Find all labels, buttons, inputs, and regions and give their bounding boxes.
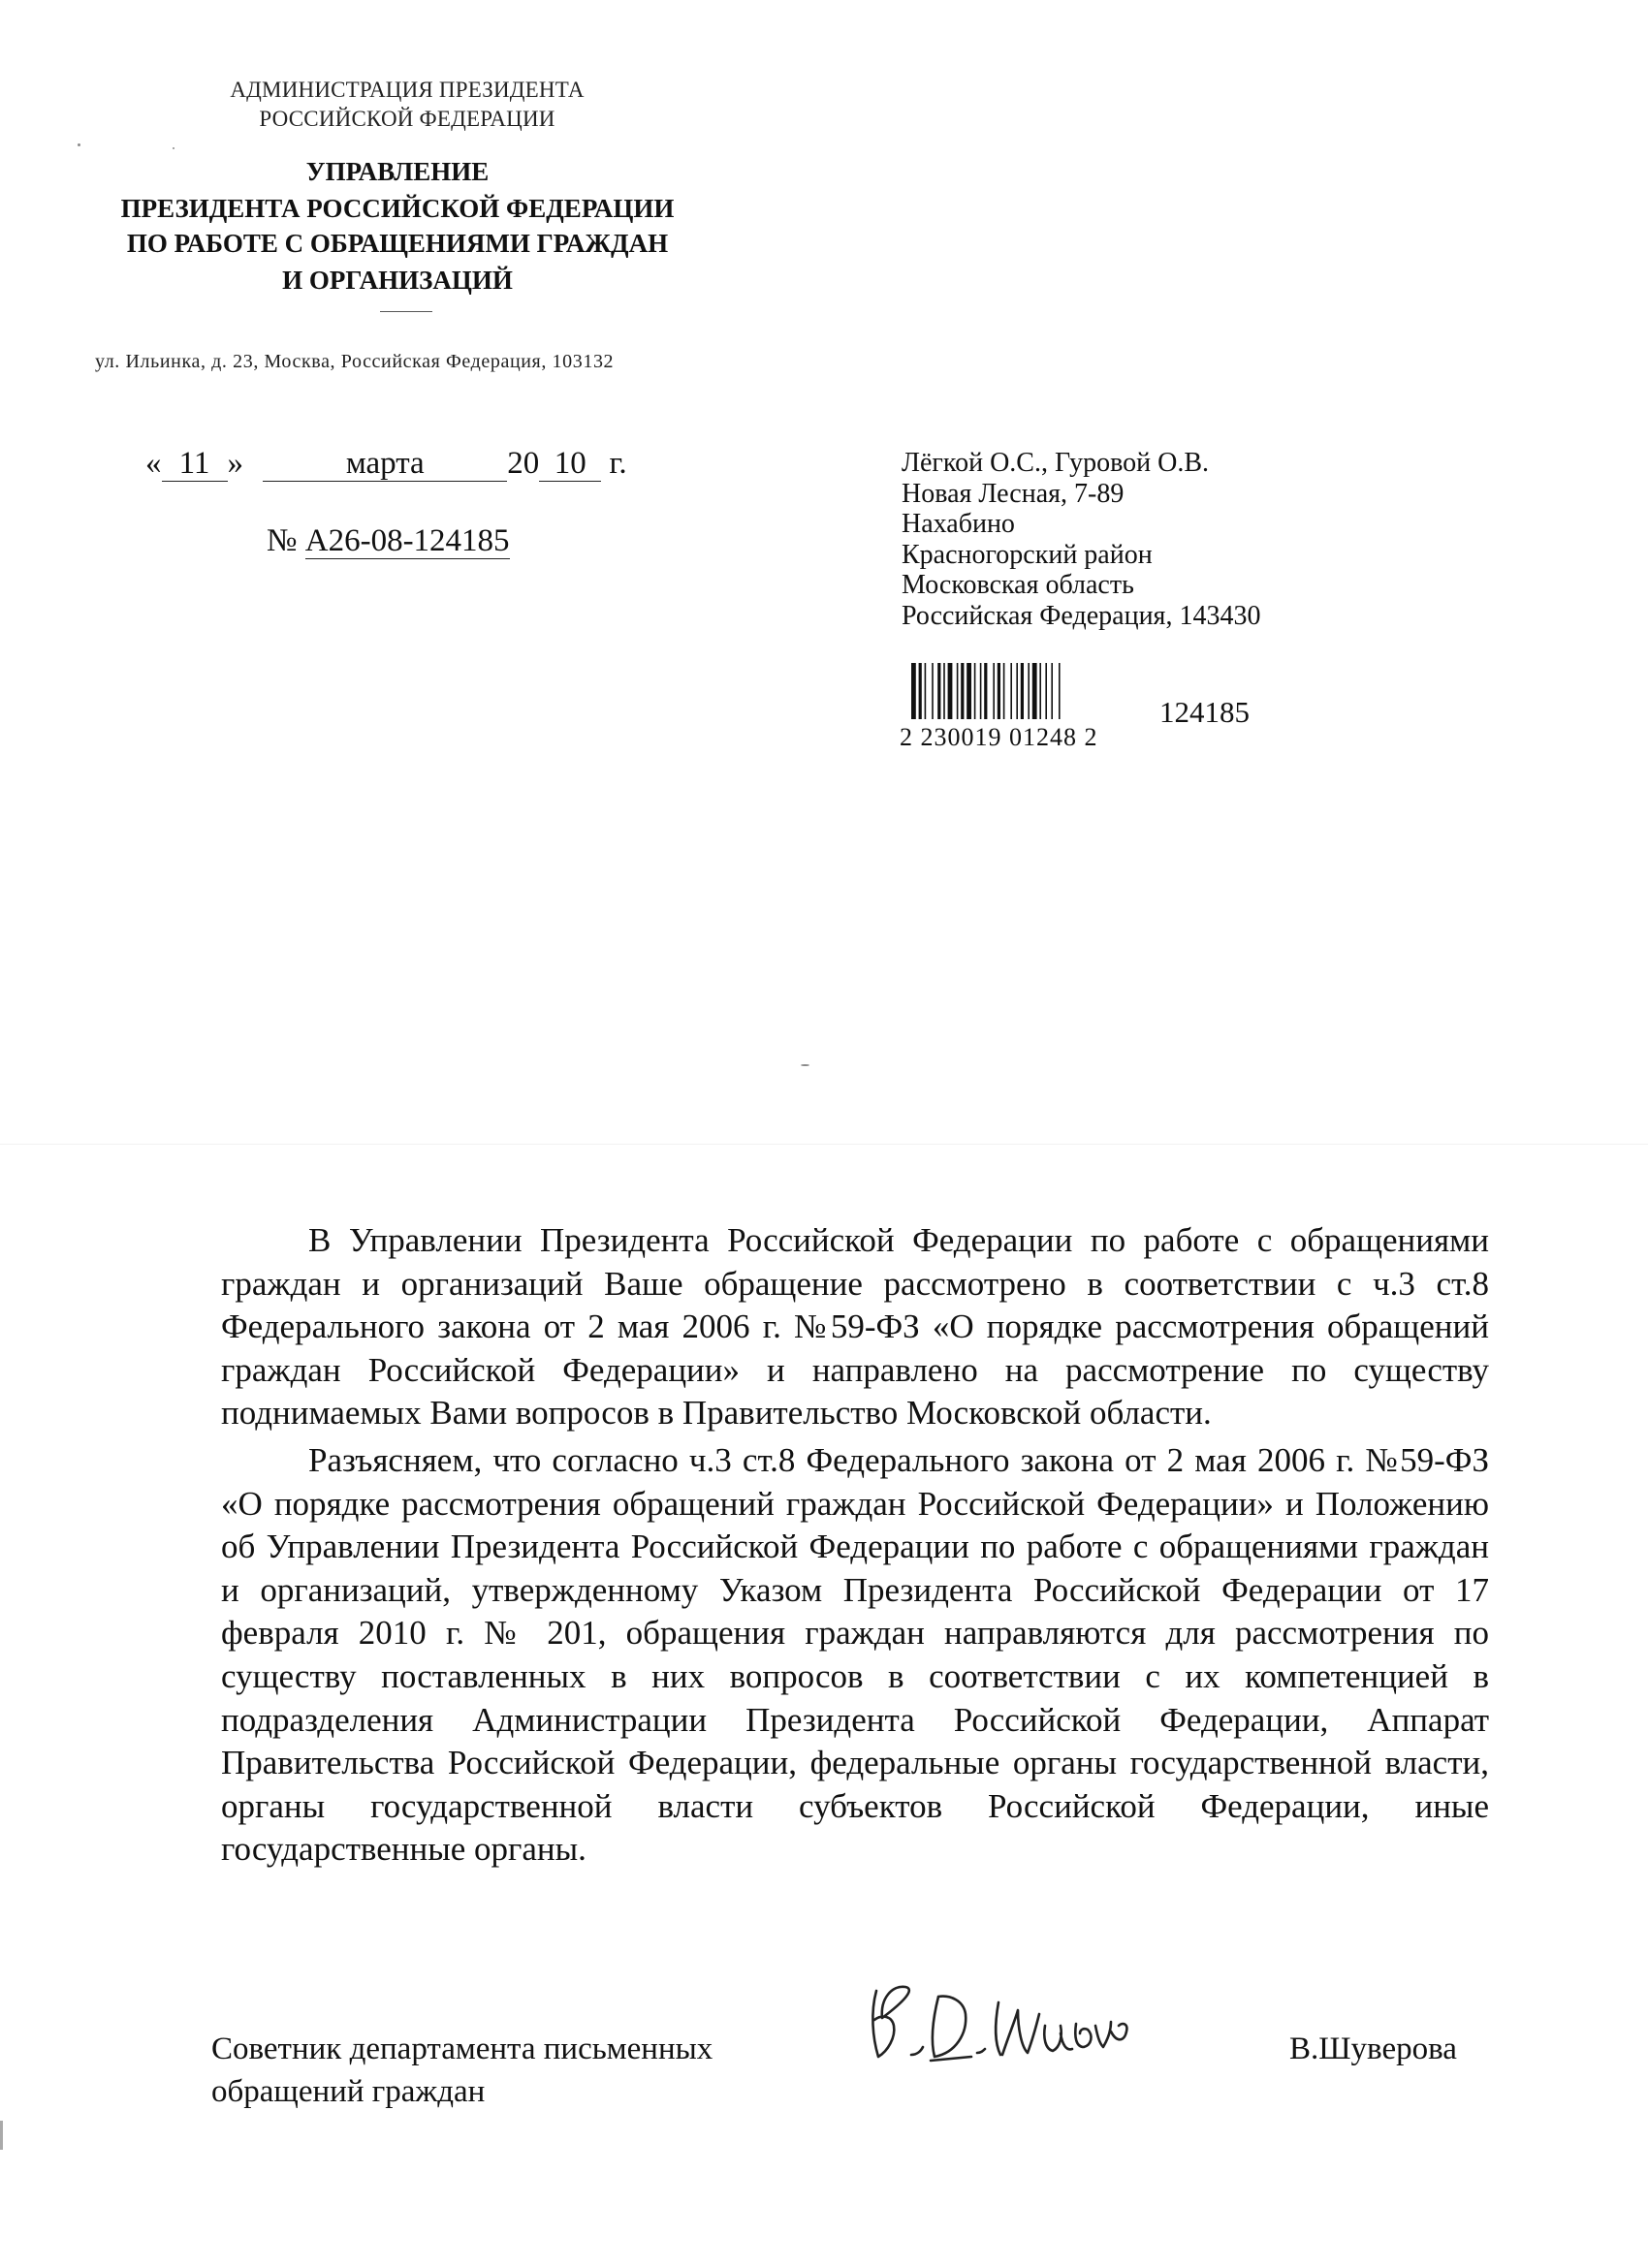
scan-speck	[78, 143, 80, 146]
department-line-4: И ОРГАНИЗАЦИЙ	[282, 266, 513, 295]
position-line-1: Советник департамента письменных	[211, 2032, 713, 2066]
date-month: марта	[263, 447, 507, 482]
department-line-3: ПО РАБОТЕ С ОБРАЩЕНИЯМИ ГРАЖДАН	[126, 229, 669, 258]
barcode-digits: 2 230019 01248 2	[900, 723, 1098, 751]
handwritten-signature	[863, 1973, 1144, 2080]
recipient-line: Лёгкой О.С., Гуровой О.В.	[902, 448, 1209, 478]
recipient-line: Новая Лесная, 7-89	[902, 478, 1125, 509]
body-paragraph-1: В Управлении Президента Российской Федерации по работе с обращениями граждан и организаций Ваше обращение рассмотрено в соответствии с ч.3 ст.8 Федерального закона от 2 мая 2006 г. №59-ФЗ «О порядке рассмотрения обращений граждан Российской Федерации» и направлено на рассмотрение по существу поднимаемых Вами вопросов в Правительство Московской области.	[221, 1221, 1489, 1433]
recipient-line: Нахабино	[902, 509, 1015, 540]
letterhead-divider	[380, 311, 432, 312]
recipient-line: Красногорский район	[902, 539, 1153, 570]
fold-line	[0, 1144, 1648, 1145]
body-paragraph-2: Разъясняем, что согласно ч.3 ст.8 Федерального закона от 2 мая 2006 г. №59-ФЗ «О порядке рассмотрения обращений граждан Российской Федерации» и Положению об Управлении Президента Российской Федерации по работе с обращениями граждан и организаций, утвержденному Указом Президента Российской Федерации от 17 февраля 2010 г. № 201, обращения граждан направляются для рассмотрения по существу поставленных в них вопросов в соответствии с их компетенцией в подразделения Администрации Президента Российской Федерации, Аппарат Правительства Российской Федерации, федеральные органы государственной власти, органы государственной власти субъектов Российской Федерации, иные государственные органы.	[221, 1440, 1489, 1869]
recipient-address	[902, 448, 1260, 632]
document-number	[267, 523, 510, 559]
letter-body	[221, 1219, 1489, 1872]
registration-number: 124185	[1159, 695, 1250, 729]
recipient-line: Российская Федерация, 143430	[902, 600, 1261, 631]
signatory-position	[211, 2028, 713, 2113]
date-open-quote: «	[145, 446, 162, 481]
position-line-2: обращений граждан	[211, 2074, 486, 2109]
date-close-quote: »	[227, 446, 243, 481]
date-year-unit: г.	[609, 446, 627, 481]
number-value: А26-08-124185	[304, 523, 510, 558]
number-symbol: №	[267, 523, 298, 558]
date-year-suffix: 10	[539, 447, 601, 482]
date-year-prefix: 20	[507, 446, 540, 481]
scan-speck	[801, 1064, 809, 1066]
department-line-1: УПРАВЛЕНИЕ	[305, 157, 490, 186]
office-address: ул. Ильинка, д. 23, Москва, Российская Федерация, 103132	[95, 351, 615, 372]
administration-line-2: РОССИЙСКОЙ ФЕДЕРАЦИИ	[259, 107, 555, 131]
administration-line-1: АДМИНИСТРАЦИЯ ПРЕЗИДЕНТА	[230, 78, 585, 102]
date-day: 11	[162, 447, 228, 482]
recipient-line: Московская область	[902, 570, 1134, 601]
document-date	[145, 446, 627, 482]
scan-speck	[0, 2121, 3, 2150]
scan-speck	[173, 147, 174, 149]
barcode-image	[909, 663, 1123, 721]
signatory-name: В.Шуверова	[1289, 2032, 1457, 2066]
department-line-2: ПРЕЗИДЕНТА РОССИЙСКОЙ ФЕДЕРАЦИИ	[120, 194, 675, 223]
